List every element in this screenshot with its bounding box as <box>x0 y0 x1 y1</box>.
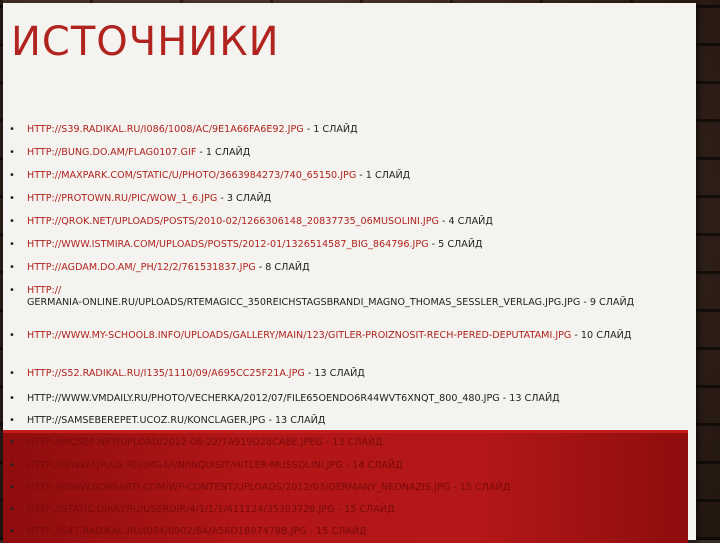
source-link[interactable]: HTTP://QROK.NET/UPLOADS/POSTS/2010-02/1266306148_20837735_06MUSOLINI.JPG <box>27 216 439 227</box>
bullet-icon: • <box>9 482 15 493</box>
source-item <box>3 262 693 274</box>
source-item <box>3 504 693 516</box>
bullet-icon: • <box>9 170 15 181</box>
bullet-icon: • <box>9 368 15 379</box>
source-item <box>3 393 693 405</box>
bullet-icon: • <box>9 147 15 158</box>
slide-reference: - 15 СЛАЙД <box>306 526 367 537</box>
source-link[interactable]: HTTP://WWW.VMDAILY.RU/PHOTO/VECHERKA/2012/07/FILE65OENDO6R44WVT6XNQT_800_480.JPG <box>27 393 500 404</box>
source-item <box>3 330 693 342</box>
source-item <box>3 147 693 159</box>
source-link[interactable]: HTTP://WWW.ISTMIRA.COM/UPLOADS/POSTS/2012-01/1326514587_BIG_864796.JPG <box>27 239 429 250</box>
slide-reference: - 9 СЛАЙД <box>580 296 635 308</box>
bullet-icon: • <box>9 330 15 341</box>
bullet-icon: • <box>9 216 15 227</box>
source-link[interactable]: HTTP:// <box>27 285 62 296</box>
source-link[interactable]: HTTP://S52.RADIKAL.RU/I135/1110/09/A695CC25F21A.JPG <box>27 368 305 379</box>
source-item <box>3 368 693 380</box>
slide-reference: - 1 СЛАЙД <box>356 170 411 181</box>
source-item <box>3 193 693 205</box>
source-item <box>3 239 693 251</box>
source-item <box>3 285 693 308</box>
source-link[interactable]: HTTP://BUNG.DO.AM/FLAG0107.GIF <box>27 147 197 158</box>
slide-reference: - 13 СЛАЙД <box>322 437 383 448</box>
slide-reference: - 1 СЛАЙД <box>196 147 251 158</box>
slide-reference: - 8 СЛАЙД <box>255 262 310 273</box>
source-link[interactable]: HTTP://WWW.BORSARTI.COM/WP-CONTENT/UPLOADS/2012/03/GERMANY_NEONAZIS.JPG <box>27 482 451 493</box>
bullet-icon: • <box>9 504 15 515</box>
source-link[interactable]: HTTP://PROTOWN.RU/PIC/WOW_1_6.JPG <box>27 193 218 204</box>
bullet-icon: • <box>9 262 15 273</box>
slide-paper <box>3 3 696 540</box>
slide-reference: - 1 СЛАЙД <box>303 124 358 135</box>
source-item <box>3 437 693 449</box>
source-link[interactable]: HTTP://MAXPARK.COM/STATIC/U/PHOTO/3663984273/740_65150.JPG <box>27 170 357 181</box>
bullet-icon: • <box>9 239 15 250</box>
bullet-icon: • <box>9 415 15 426</box>
bullet-icon: • <box>9 437 15 448</box>
bullet-icon: • <box>9 393 15 404</box>
bullet-icon: • <box>9 285 15 296</box>
bullet-icon: • <box>9 460 15 471</box>
slide-reference: - 10 СЛАЙД <box>571 330 632 341</box>
slide-title: ИСТОЧНИКИ <box>11 19 280 65</box>
slide-reference: - 5 СЛАЙД <box>428 239 483 250</box>
slide-reference: - 15 СЛАЙД <box>450 482 511 493</box>
slide-reference: - 13 СЛАЙД <box>499 393 560 404</box>
source-link[interactable]: HTTP://AGDAM.DO.AM/_PH/12/2/761531837.JPG <box>27 262 256 273</box>
source-link-continued[interactable]: GERMANIA-ONLINE.RU/UPLOADS/RTEMAGICC_350REICHSTAGSBRANDI_MAGNO_THOMAS_SESSLER_VERLAG.JPG.JPG <box>27 296 581 308</box>
source-item <box>3 526 693 538</box>
slide-reference: - 4 СЛАЙД <box>438 216 493 227</box>
source-link[interactable]: HTTP://S47.RADIKAL.RU/I084/0902/8A/A56D1B97478B.JPG <box>27 526 307 537</box>
slide-reference: - 13 СЛАЙД <box>265 415 326 426</box>
slide-reference: - 3 СЛАЙД <box>217 193 272 204</box>
bullet-icon: • <box>9 193 15 204</box>
slide-reference: - 14 СЛАЙД <box>342 460 403 471</box>
source-link[interactable]: HTTP://WWW.LJPLUS.RU/IMG4/I/N/INQUISIT/HITLER-MUSSOLINI.JPG <box>27 460 343 471</box>
source-link[interactable]: HTTP://WWW.MY-SCHOOL8.INFO/UPLOADS/GALLERY/MAIN/123/GITLER-PROIZNOSIT-RECH-PERED-DEPUTATAMI.JPG <box>27 330 572 341</box>
source-link[interactable]: HTTP://SAMSEBEREPET.UCOZ.RU/KONCLAGER.JPG <box>27 415 266 426</box>
bullet-icon: • <box>9 124 15 135</box>
slide-reference: - 13 СЛАЙД <box>304 368 365 379</box>
source-item <box>3 415 693 427</box>
bullet-icon: • <box>9 526 15 537</box>
source-item <box>3 124 693 136</box>
source-item <box>3 460 693 472</box>
source-item <box>3 482 693 494</box>
source-link[interactable]: HTTP://STATIC.DIARY.RU/USERDIR/4/1/1/1/411124/35303728.JPG <box>27 504 335 515</box>
source-link[interactable]: HTTP://S39.RADIKAL.RU/I086/1008/AC/9E1A66FA6E92.JPG <box>27 124 304 135</box>
source-item <box>3 216 693 228</box>
source-item <box>3 170 693 182</box>
source-link[interactable]: HTTP://PICSEE.NET/UPLOAD/2012-06-22/7A919D28CA8E.JPEG <box>27 437 323 448</box>
slide-reference: - 15 СЛАЙД <box>334 504 395 515</box>
